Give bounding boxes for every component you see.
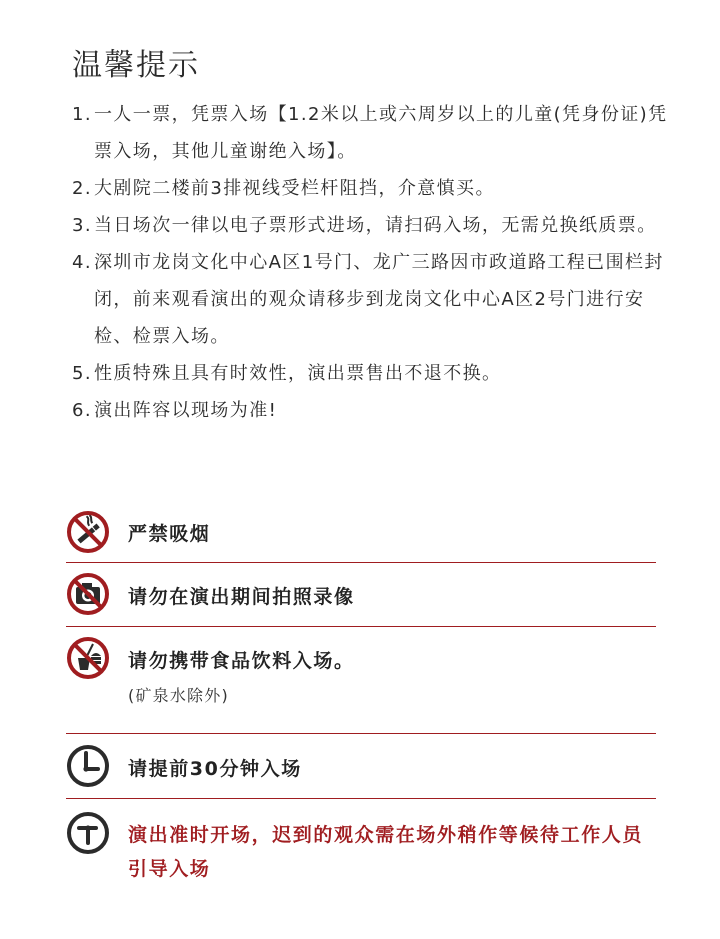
notice-text: 当日场次一律以电子票形式进场，请扫码入场，无需兑换纸质票。 (94, 215, 657, 236)
notice-item (72, 207, 672, 244)
rule-on-time-start (66, 799, 656, 889)
notice-text: 大剧院二楼前3排视线受栏杆阻挡，介意慎买。 (94, 178, 495, 199)
rule-no-camera (66, 563, 656, 627)
page-title: 温馨提示 (72, 48, 200, 83)
no-food-drink-icon (66, 636, 110, 680)
notice-number: 3. (72, 215, 92, 236)
no-camera-icon (66, 572, 110, 616)
notice-text: 性质特殊且具有时效性，演出票售出不退不换。 (94, 363, 502, 384)
notice-text: 演出阵容以现场为准! (94, 400, 278, 421)
notice-list (72, 96, 672, 429)
rule-text: 严禁吸烟 (128, 523, 211, 545)
rule-arrive-early (66, 734, 656, 799)
rule-no-food (66, 627, 656, 734)
late-arrival-icon (66, 811, 110, 855)
notice-number: 2. (72, 178, 92, 199)
notice-text: 一人一票，凭票入场【1.2米以上或六周岁以上的儿童(凭身份证)凭票入场，其他儿童谢绝入场】。 (94, 104, 668, 162)
notice-item (72, 392, 672, 429)
notice-item (72, 96, 672, 170)
notice-number: 6. (72, 400, 92, 421)
notice-number: 5. (72, 363, 92, 384)
rule-text: 请提前30分钟入场 (128, 758, 302, 780)
notice-item (72, 355, 672, 392)
rule-text: 请勿携带食品饮料入场。 (128, 650, 355, 672)
notice-number: 1. (72, 104, 92, 125)
no-smoking-icon (66, 510, 110, 554)
notice-item (72, 170, 672, 207)
notice-text: 深圳市龙岗文化中心A区1号门、龙广三路因市政道路工程已围栏封闭，前来观看演出的观众请移步到龙岗文化中心A区2号门进行安检、检票入场。 (94, 252, 664, 347)
rule-no-smoking (66, 503, 656, 563)
rule-subtext: (矿泉水除外) (128, 686, 229, 705)
rule-list (66, 503, 656, 889)
notice-number: 4. (72, 252, 92, 273)
rule-text: 请勿在演出期间拍照录像 (128, 586, 355, 608)
rule-text: 演出准时开场，迟到的观众需在场外稍作等候待工作人员引导入场 (128, 824, 644, 880)
clock-icon (66, 744, 110, 788)
notice-item (72, 244, 672, 355)
